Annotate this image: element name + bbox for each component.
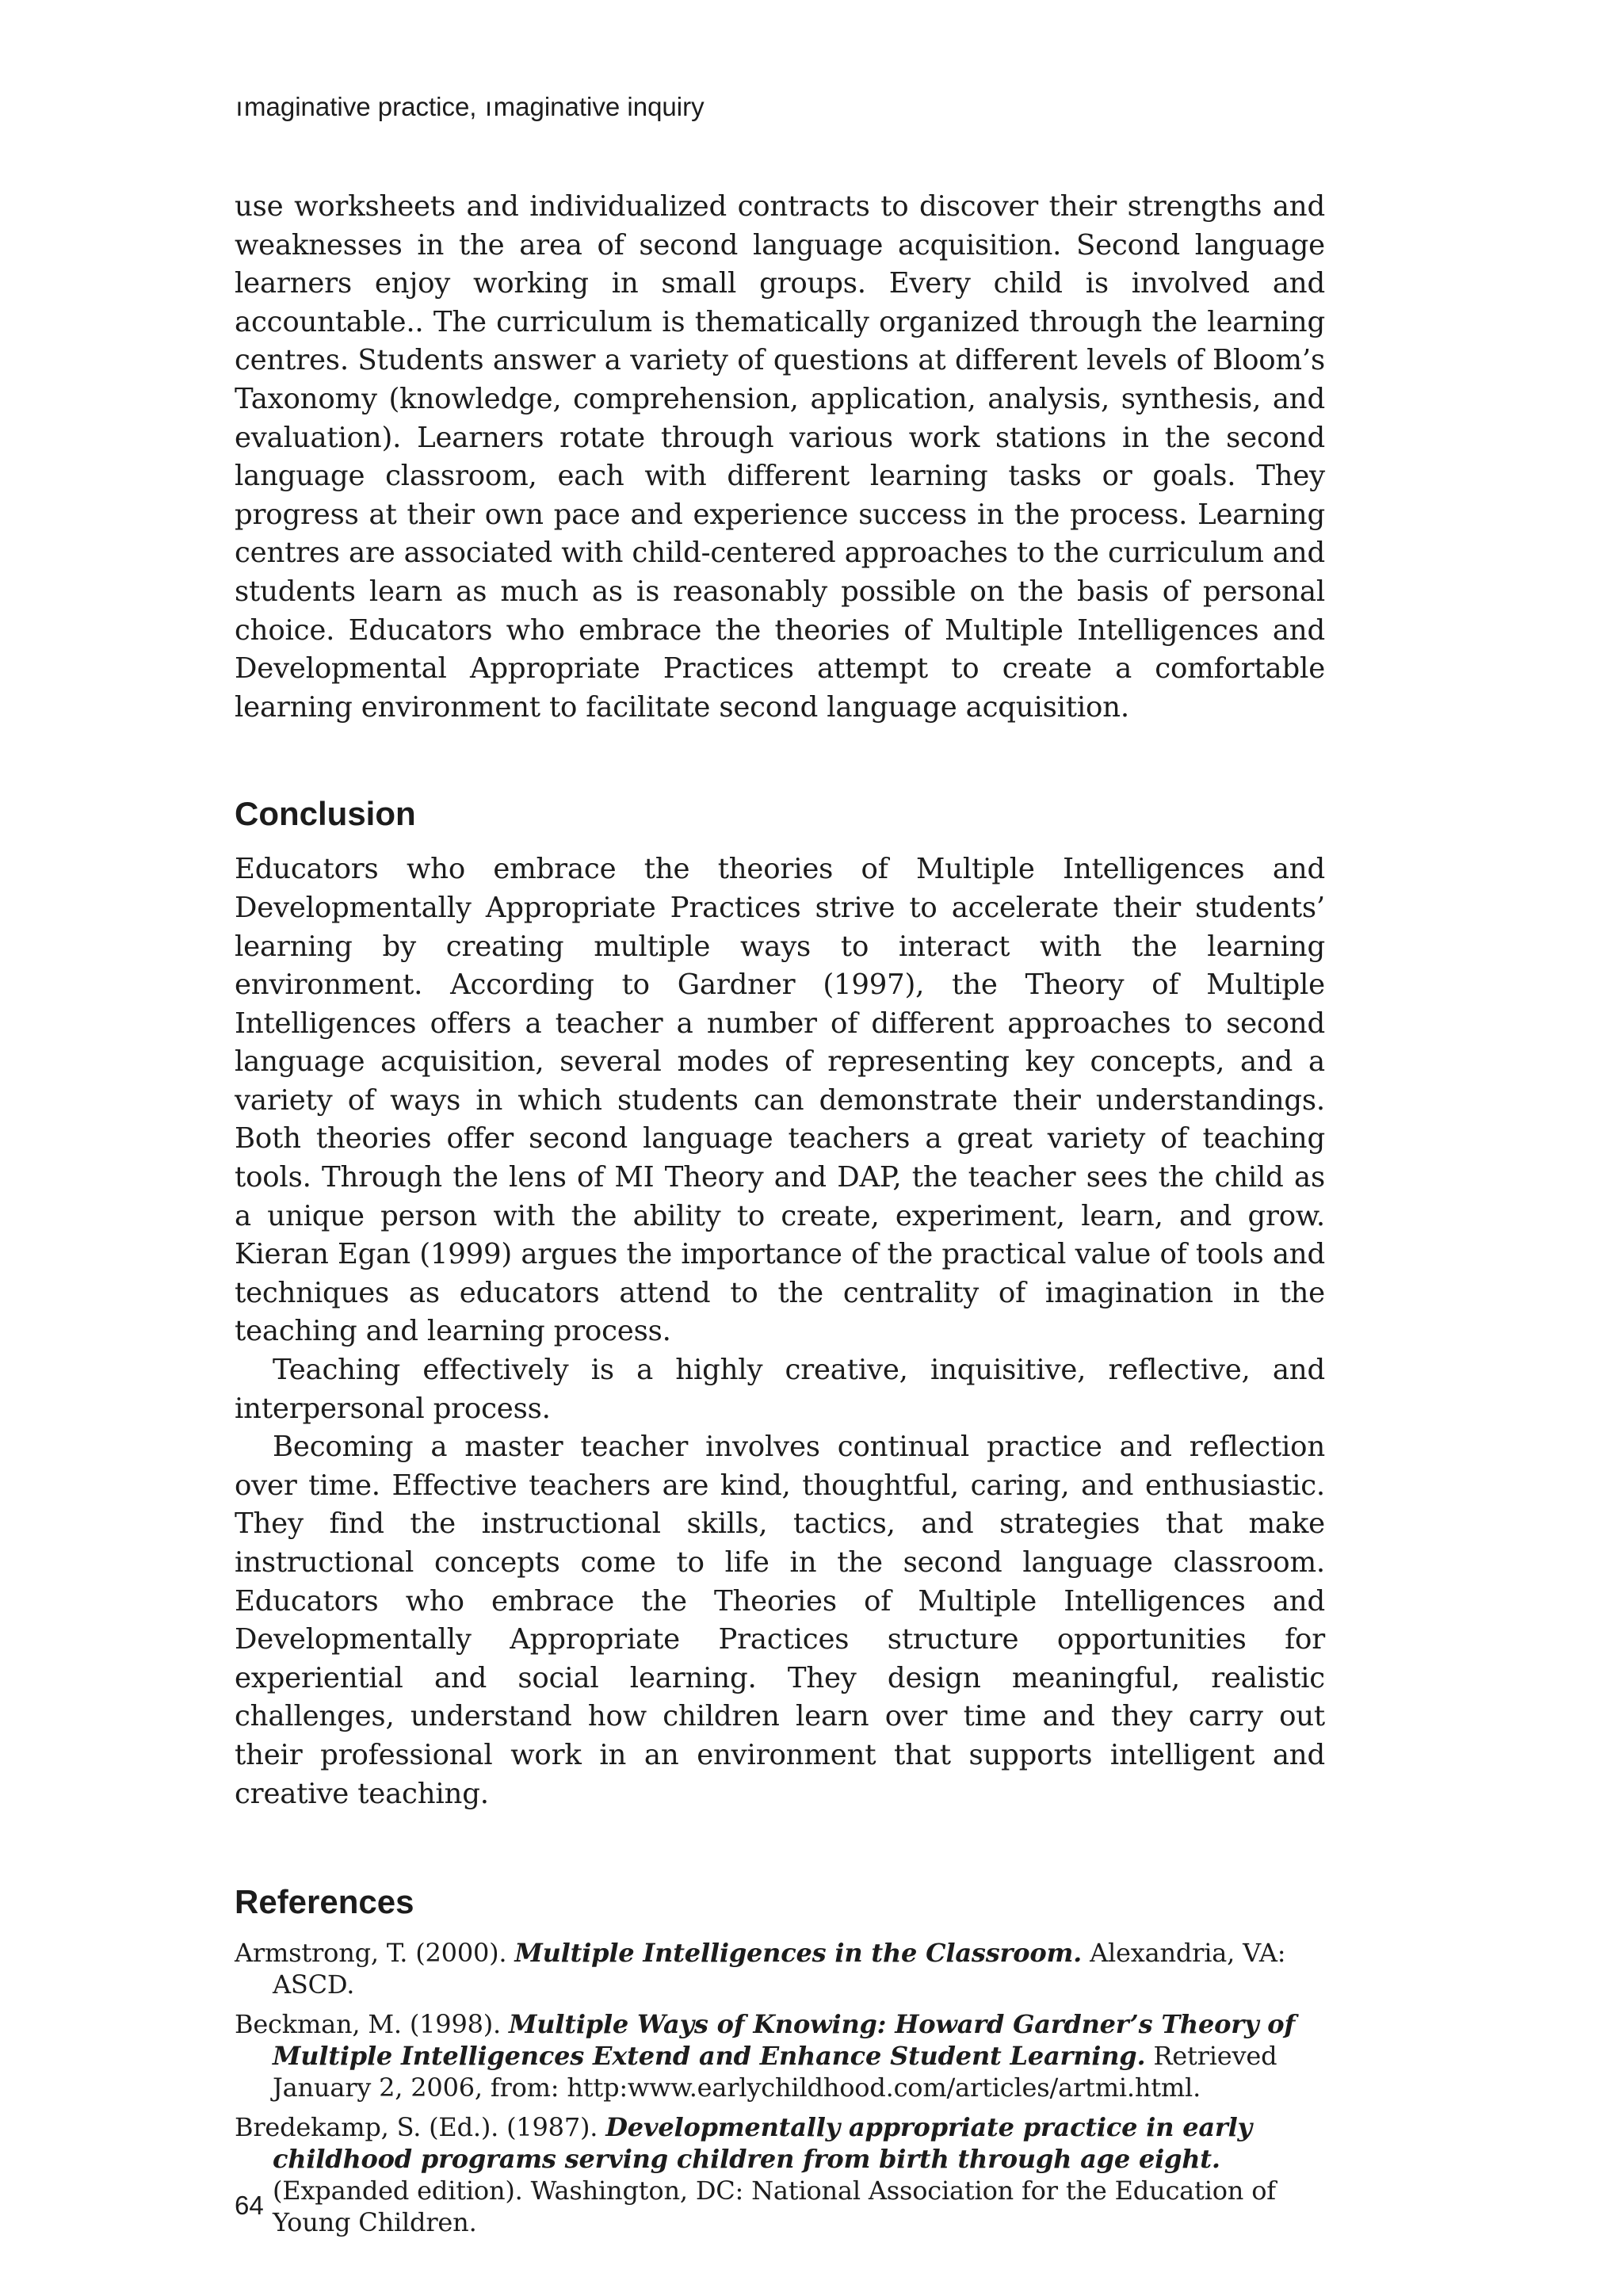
conclusion-paragraph-3: Becoming a master teacher involves continual practice and reflection over time. Effective teachers are kind, thoughtful, caring, and enthusiastic. They find the instructional skills, tactics, and strategies that make instructional concepts come to life in the second language classroom. Educators who embrace the Theories of Multiple Intelligences and Developmentally Appropriate Practices structure opportunities for experiential and social learning. They design meaningful, realistic challenges, understand how children learn over time and they carry out their professional work in an environment that supports intelligent and creative teaching.	[235, 1431, 1325, 1810]
reference-title: Multiple Intelligences in the Classroom.	[514, 1938, 1083, 1969]
reference-title: Multiple Ways of Knowing: Howard Gardner’s Theory of Multiple Intelligences Extend and Enhance Student Learning.	[273, 2009, 1296, 2072]
reference-list	[235, 1937, 1325, 2238]
running-head-mark-2: ı	[485, 92, 493, 121]
reference-publisher: (Expanded edition). Washington, DC: National Association for the Education of Young Children.	[273, 2176, 1276, 2238]
running-head-mark-1: ı	[235, 92, 243, 121]
page-number: 64	[235, 2191, 264, 2220]
running-head	[235, 92, 705, 122]
reference-title: Developmentally appropriate practice in early childhood programs serving children from birth through age eight.	[273, 2112, 1252, 2175]
reference-author-date: Beckman, M. (1998).	[235, 2009, 510, 2040]
reference-author-date: Bredekamp, S. (Ed.). (1987).	[235, 2112, 606, 2143]
conclusion-paragraph-2: Teaching effectively is a highly creative, inquisitive, reflective, and interpersonal process.	[235, 1354, 1325, 1425]
reference-item	[235, 2111, 1325, 2238]
references-heading: References	[235, 1883, 414, 1921]
running-head-text-2: maginative inquiry	[493, 92, 705, 121]
conclusion-paragraph-1: Educators who embrace the theories of Multiple Intelligences and Developmentally Appropriate Practices strive to accelerate their students’ learning by creating multiple ways to interact with the learning environment. According to Gardner (1997), the Theory of Multiple Intelligences offers a teacher a number of different approaches to second language acquisition, several modes of representing key concepts, and a variety of ways in which students can demonstrate their understandings. Both theories offer second language teachers a great variety of teaching tools. Through the lens of MI Theory and DAP, the teacher sees the child as a unique person with the ability to create, experiment, learn, and grow. Kieran Egan (1999) argues the importance of the practical value of tools and techniques as educators attend to the centrality of imagination in the teaching and learning process.	[235, 853, 1325, 1348]
body-text	[235, 188, 1325, 2246]
intro-paragraph: use worksheets and individualized contracts to discover their strengths and weaknesses in the area of second language acquisition. Second language learners enjoy working in small groups. Every child is involved and accountable.. The curriculum is thematically organized through the learning centres. Students answer a variety of questions at different levels of Bloom’s Taxonomy (knowledge, comprehension, application, analysis, synthesis, and evaluation). Learners rotate through various work stations in the second language classroom, each with different learning tasks or goals. They progress at their own pace and experience success in the process. Learning centres are associated with child-centered approaches to the curriculum and students learn as much as is reasonably possible on the basis of personal choice. Educators who embrace the theories of Multiple Intelligences and Developmental Appropriate Practices attempt to create a comfortable learning environment to facilitate second language acquisition.	[235, 190, 1325, 724]
conclusion-heading: Conclusion	[235, 795, 416, 833]
reference-item	[235, 2008, 1325, 2103]
reference-item	[235, 1937, 1325, 2000]
reference-author-date: Armstrong, T. (2000).	[235, 1938, 515, 1969]
running-head-text-1: maginative practice,	[244, 92, 484, 121]
reference-publisher: Retrieved January 2, 2006, from: http:www.earlychildhood.com/articles/artmi.html.	[273, 2041, 1277, 2103]
reference-publisher: Alexandria, VA: ASCD.	[273, 1938, 1286, 2000]
